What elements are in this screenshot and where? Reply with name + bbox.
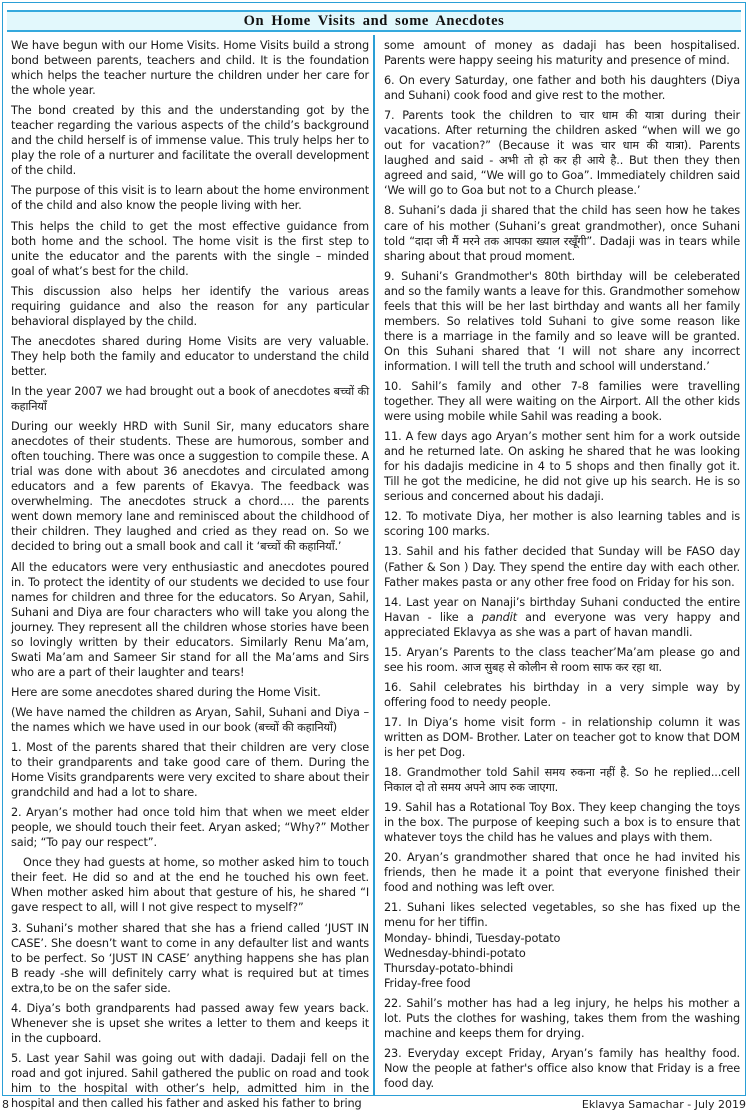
anecdote-item: 7. Parents took the children to चार धाम की यात्रा during their vacations. After returning the children asked “when will we go out for vacation?” (Because it was चार धाम की यात्रा). Parents laughed and said - अभी तो हो कर ही आये है.. But then they then agreed and said, “We will go to Goa”. Immediately children said ‘We will go to Goa but not to a Church please.’ <box>384 109 740 198</box>
anecdote-item: 19. Sahil has a Rotational Toy Box. They keep changing the toys in the box. The purpose of keeping such a box is to ensure that whatever toys the child has he values and plays with them. <box>384 801 740 845</box>
anecdotes-intro: Here are some anecdotes shared during the Home Visit. <box>11 685 321 699</box>
item-emphasis: pandit <box>481 610 517 624</box>
publication-footer: Eklavya Samachar - July 2019 <box>581 1098 746 1111</box>
anecdote-item: 2. Aryan’s mother had once told him that when we meet elder people, we should touch their feet. Aryan asked; “Why?” Mother said; “To pay our respect”. <box>11 806 369 850</box>
guidance-paragraph: This helps the child to get the most effective guidance from both home and the school. The home visit is the first step to unite the educator and the parents with the single – minded goal of what’s best for the child. <box>11 219 369 278</box>
book-2007-paragraph: In the year 2007 we had brought out a book of anecdotes बच्चों की कहानियाँ <box>11 384 369 414</box>
anecdote-item: 21. Suhani likes selected vegetables, so she has fixed up the menu for her tiffin. <box>384 901 740 930</box>
menu-line: Wednesday-bhindi-potato <box>384 946 526 960</box>
anecdote-item: 1. Most of the parents shared that their children are very close to their grandparents and take good care of them. During the Home Visits grandparents were very excited to share about their grandchild and had a lot to share. <box>11 741 369 800</box>
anecdote-item: 15. Aryan’s Parents to the class teacher’Ma’am please go and see his room. आज सुबह से कोलीन से room साफ कर रहा था. <box>384 645 740 674</box>
anecdote-item: 11. A few days ago Aryan’s mother sent him for a work outside and he returned late. On asking he shared that he was looking for his dadajis medicine in 4 to 5 shops and then finally got it. Till he got the medicine, he did not give up his search. He is so serious and concerned about his dadaji. <box>384 430 740 504</box>
item-text: 14. Last year on Nanaji’s birthday Suhani conducted the entire Havan - like a <box>384 595 740 624</box>
anecdote-item: 9. Suhani’s Grandmother's 80th birthday will be celeberated and so the family wants a leave for this. Grandmother somehow feels that this will be her last birthday and wants all her family members. So relatives told Suhani to give some reason like there is a marriage in the family and so leave will be granted. On this Suhani shared that ‘I will not share any incorrect information. I will tell the truth and school will understand.’ <box>384 269 740 373</box>
menu-line: Friday-free food <box>384 976 471 990</box>
anecdote-item: 3. Suhani’s mother shared that she has a friend called ‘JUST IN CASE’. She doesn’t want to come in any defaulter list and wants to be perfect. So ‘JUST IN CASE’ anything happens she has plan B ready -she will definitely carry what is required but at times extra,to be on the safer side. <box>11 921 369 995</box>
anecdote-item-continued: Once they had guests at home, so mother asked him to touch their feet. He did so and at the end he touched his own feet. When mother asked him about that gesture of his, he shared “I gave respect to all, will I not give respect to myself?” <box>11 856 369 915</box>
anecdote-item: 16. Sahil celebrates his birthday in a very simple way by offering food to needy people. <box>384 680 740 709</box>
bond-paragraph: The bond created by this and the understanding got by the teacher regarding the various aspects of the child’s background and the child herself is of immense value. This truly helps her to play the role of a nurturer and facilitate the overall development of the child. <box>11 104 369 178</box>
purpose-paragraph: The purpose of this visit is to learn about the home environment of the child and also know the people living with her. <box>11 184 369 213</box>
anecdote-item: 5. Last year Sahil was going out with dadaji. Dadaji fell on the road and got injured. Sahil gathered the public on road and took him to the hospital with other’s help, admitted him in the hospital and then called his father and asked his father to bring <box>11 1051 369 1111</box>
anecdote-item-continued: some amount of money as dadaji has been hospitalised. Parents were happy seeing his maturity and presence of mind. <box>384 39 740 68</box>
anecdote-item: 8. Suhani’s dada ji shared that the child has seen how he takes care of his mother (Suhani’s great grandmother), once Suhani told “दादा जी मैं मरने तक आपका ख्याल रखूँगी”. Dadaji was in tears while sharing about that proud moment. <box>384 204 740 263</box>
left-column <box>11 38 369 1116</box>
page-title: On Home Visits and some Anecdotes <box>243 13 505 29</box>
menu-line: Monday- bhindi, Tuesday-potato <box>384 931 561 945</box>
anecdote-item <box>384 595 740 640</box>
title-banner <box>7 10 741 32</box>
anecdote-item: 18. Grandmother told Sahil समय रुकना नहीं है. So he replied...cell निकाल दो तो समय अपने आप रुक जाएगा. <box>384 766 740 795</box>
item-text: and everyone was very happy and appreciated Eklavya as she was a part of havan mandli. <box>384 610 740 639</box>
discussion-paragraph: This discussion also helps her identify the various areas requiring guidance and also the reason for any particular behavioral displayed by the child. <box>11 284 369 328</box>
anecdote-item: 20. Aryan’s grandmother shared that once he had invited his friends, then he made it a point that everyone finished their food and nothing was left over. <box>384 851 740 895</box>
intro-paragraph: We have begun with our Home Visits. Home Visits build a strong bond between parents, teachers and child. It is the foundation which helps the teacher nurture the children under her care for the whole year. <box>11 39 369 98</box>
hrd-paragraph: During our weekly HRD with Sunil Sir, many educators share anecdotes of their students. These are humorous, somber and often touching. There was once a suggestion to compile these. A trial was done with about 36 anecdotes and circulated among educators and a few parents of Ekavya. The feedback was overwhelming. The anecdotes struck a chord…. the parents went down memory lane and reminisced about the childhood of their children. They laughed and cried as they read on. So we decided to bring out a small book and call it ‘बच्चों की कहानियाँ.’ <box>11 420 369 554</box>
names-note: (We have named the children as Aryan, Sahil, Suhani and Diya – the names which we have used in our book (बच्चों की कहानियाँ) <box>11 705 369 734</box>
column-divider <box>373 35 375 1096</box>
anecdote-item: 17. In Diya’s home visit form - in relationship column it was written as DOM- Brother. Later on teacher got to know that DOM is her pet Dog. <box>384 715 740 760</box>
anecdote-item: 13. Sahil and his father decided that Sunday will be FASO day (Father & Son ) Day. They spend the entire day with each other. Father makes pasta or any other free food on Friday for his son. <box>384 545 740 589</box>
educators-paragraph: All the educators were very enthusiastic and anecdotes poured in. To protect the identity of our students we decided to use four names for children and three for the educators. So Aryan, Sahil, Suhani and Diya are four characters who will take you along the journey. They represent all the children whose stories have been so lovingly written by their educators. Similarly Renu Ma’am, Swati Ma’am and Sameer Sir stand for all the Ma’ams and Sirs who are a part of their laughter and tears! <box>11 560 369 679</box>
menu-line: Thursday-potato-bhindi <box>384 961 514 975</box>
page-number: 8 <box>2 1098 9 1111</box>
anecdote-item: 23. Everyday except Friday, Aryan’s family has healthy food. Now the people at father's office also know that Friday is a free food day. <box>384 1046 740 1090</box>
anecdote-item: 10. Sahil’s family and other 7-8 families were travelling together. They all were waiting on the Airport. All the other kids were using mobile while Sahil was reading a book. <box>384 379 740 424</box>
anecdote-item: 12. To motivate Diya, her mother is also learning tables and is scoring 100 marks. <box>384 510 740 539</box>
anecdotes-value-paragraph: The anecdotes shared during Home Visits are very valuable. They help both the family and educator to understand the child better. <box>11 334 369 378</box>
right-column <box>384 38 740 1096</box>
anecdote-item: 4. Diya’s both grandparents had passed away few years back. Whenever she is upset she writes a letter to them and keeps it in the cupboard. <box>11 1001 369 1045</box>
anecdote-item: 22. Sahil’s mother has had a leg injury, he helps his mother a lot. Puts the clothes for washing, takes them from the washing machine and keeps them for drying. <box>384 996 740 1040</box>
anecdote-item: 6. On every Saturday, one father and both his daughters (Diya and Suhani) cook food and give rest to the mother. <box>384 74 740 103</box>
